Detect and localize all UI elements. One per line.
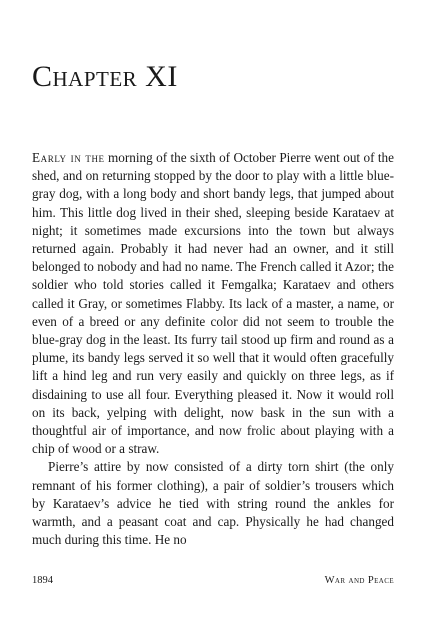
lead-in-small-caps: Early in the bbox=[32, 150, 105, 165]
body-text bbox=[32, 149, 394, 549]
paragraph bbox=[32, 458, 394, 549]
chapter-title: Chapter XI bbox=[32, 60, 178, 93]
running-head: War and Peace bbox=[324, 575, 394, 586]
page-number: 1894 bbox=[32, 575, 53, 586]
paragraph-text: morning of the sixth of October Pierre went out of the shed, and on returning stopped by the door to play with a little blue-gray dog, with a long body and short bandy legs, that jumped about him. This little dog lived in their shed, sleeping beside Karataev at night; it sometimes made excursions into the town but always returned again. Probably it had never had an owner, and it still belonged to nobody and had no name. The French called it Azor; the soldier who told stories called it Femgalka; Karataev and others called it Gray, or sometimes Flabby. Its lack of a master, a name, or even of a breed or any definite color did not seem to trouble the blue-gray dog in the least. Its furry tail stood up firm and round as a plume, its bandy legs served it so well that it would often gracefully lift a hind leg and run very easily and quickly on three legs, as if disdaining to use all four. Everything pleased it. Now it would roll on its back, yelping with delight, now bask in the sun with a thoughtful air of importance, and now frolic about playing with a chip of wood or a straw. bbox=[32, 150, 394, 457]
paragraph bbox=[32, 149, 394, 458]
page-footer bbox=[32, 575, 394, 586]
paragraph-text: Pierre’s attire by now consisted of a dirty torn shirt (the only remnant of his former clothing), a pair of soldier’s trousers which by Karataev’s advice he tied with string round the ankles for warmth, and a peasant coat and cap. Physically he had changed much during this time. He no bbox=[32, 459, 394, 548]
